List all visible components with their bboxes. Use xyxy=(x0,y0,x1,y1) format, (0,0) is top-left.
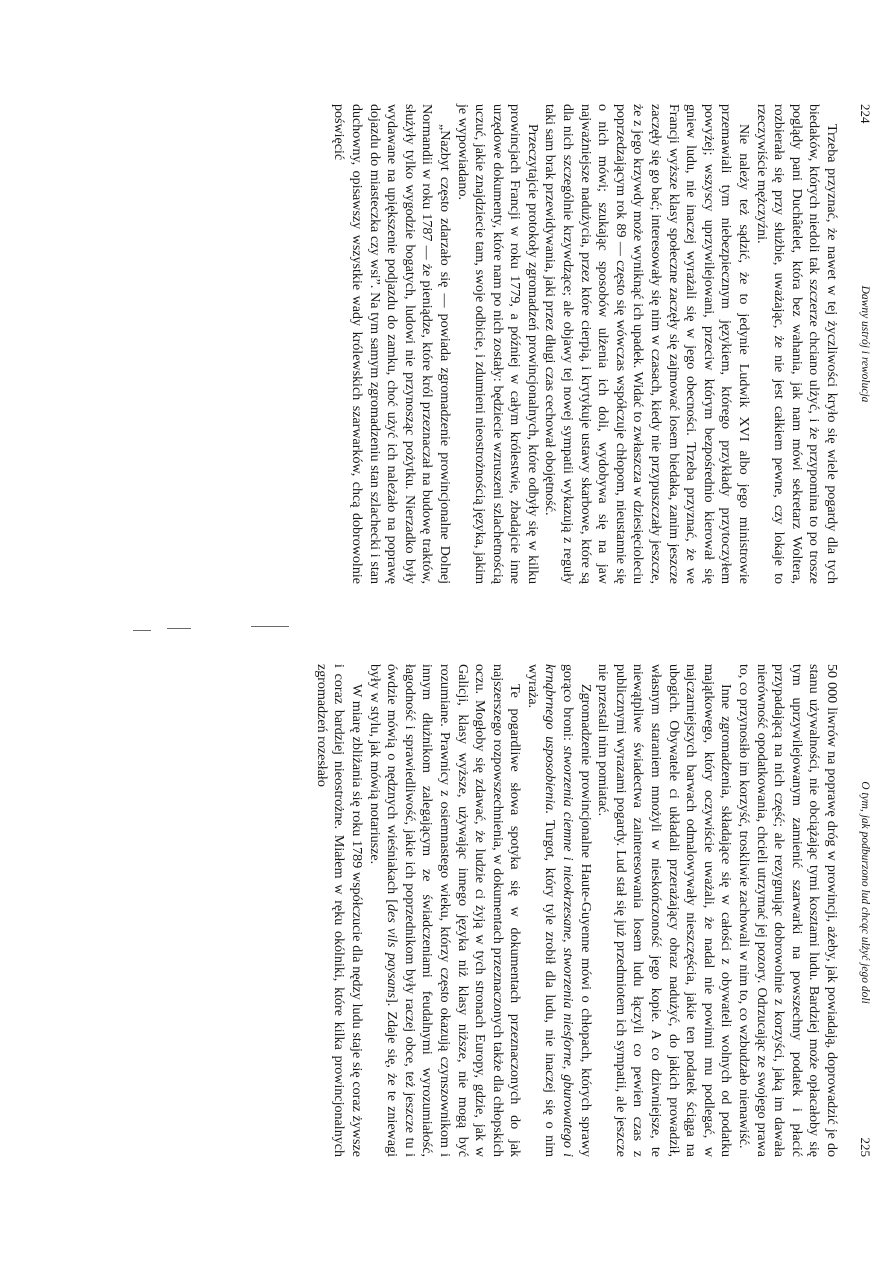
paragraph: Te pogardliwe słowa spotyka się w dokumentach przeznaczonych do jak najszerszego rozpowszechnienia, w dokumentach przeznaczonych także dla chłopskich oczu. Mogłoby się zdawać, że ludzie ci żyją w tych stronach Europy, gdzie, jak w Galicji, klasy wyższe, używając innego języka niż klasy niższe, nie mogą być rozumiane. Prawnicy z osiemnastego wieku, którzy często okazują czynszownikom i innym dłużnikom zalegającym ze świadczeniami feudalnymi wyrozumiałość, łagodność i sprawiedliwość, jakie ich poprzednikom były raczej obce, też jeszcze tu i ówdzie mówią o nędznych wieśniakach [des vils paysans]. Zdaje się, że te zniewagi były w stylu, jak mówią notariusze. xyxy=(366,664,524,1157)
paragraph: Nie należy też sądzić, że to jedynie Ludwik XVI albo jego ministrowie przemawiali tym niebezpiecznym językiem, którego przykłady przytoczyłem powyżej; wszyscy uprzywilejowani, przeciw którym bezpośrednio kierował się gniew ludu, nie inaczej wyrażali się w jego obecności. Trzeba przyznać, że we Francji wyższe klasy społeczne zaczęły się zajmować losem biedaka, zanim jeszcze zaczęły się go bać; interesowały się nim w czasach, kiedy nie przypuszczały jeszcze, że z jego krzywdy może wyniknąć ich upadek. Widać to zwłaszcza w dziesięcioleciu poprzedzającym rok 89 — często się wówczas współczuje chłopom, nieustannie się o nich mówi; szukając sposobów ulżenia ich doli, wydobywa się na jaw najważniejsze nadużycia, przez które cierpią, i krytykuje ustawy skarbowe, które są dla nich szczególnie krzywdzące; ale objawy tej nowej sympatii wykazują z reguły taki sam brak przewidywania, jaki przez długi czas cechował obojętność. xyxy=(542,104,753,584)
body-text xyxy=(312,664,840,1157)
running-head xyxy=(855,104,875,584)
right-page xyxy=(0,632,893,1263)
page-number: 225 xyxy=(858,1137,873,1157)
paragraph: 50 000 liwrów na poprawę dróg w prowincji, ażeby, jak powiadają, doprowadzić je do stanu używalności, nie obciążając tymi kosztami ludu. Bardziej może opłacałoby się tym uprzywilejowanym zamienić szarwarki na powszechny podatek i płacić przypadającą na nich część; ale rezygnując dobrowolnie z korzyści, jaką im dawała nierówność opodatkowania, chcieli utrzymać jej pozory. Odrzucając ze swojego prawa to, co przynosiło im korzyść, troskliwie zachowali w nim to, co wzbudzało nienawiść. xyxy=(736,664,840,1157)
running-head-title: Dawny ustrój i rewolucja xyxy=(859,285,871,403)
running-head xyxy=(855,664,875,1157)
paragraph: Przeczytajcie protokoły zgromadzeń prowincjonalnych, które odbyły się w kilku prowincjach Francji w roku 1779, a później w całym królestwie, zbadajcie inne urzędowe dokumenty, które nam po nich zostały: będziecie wzruszeni szlachetnością uczuć, jakie znajdziecie tam, swoje odbicie, i zdumieni nieostrożnością języka, jakim je wypowiadano. xyxy=(454,104,541,584)
body-text xyxy=(330,104,840,584)
paragraph: Trzeba przyznać, że nawet w tej życzliwości kryło się wiele pogardy dla tych biedaków, których niedoli tak szczerze chciano ulżyć, i że przypomina to po trosze poglądy pani Duchâtelet, która bez wahania, jak nam mówi sekretarz Woltera, rozbierała się przy służbie, uważając, że nie jest całkiem pewne, czy lokaje to rzeczywiście mężczyźni. xyxy=(753,104,840,584)
left-page xyxy=(0,0,893,631)
running-head-title: O tym, jak podburzono lud chcąc ulżyć jego doli xyxy=(859,781,871,1004)
page-number: 224 xyxy=(858,104,873,124)
paragraph: „Nazbyt często zdarzało się — powiada zgromadzenie prowincjonalne Dolnej Normandii w roku 1787 — że pieniądze, które król przeznaczał na budowę traktów, służyły tylko wygodzie bogatych, ludowi nie przynosząc pożytku. Nierzadko były wydawane na upiększenie podjazdu do zamku, choć użyć ich należało na poprawę dojazdu do miasteczka czy wsi”. Na tym samym zgromadzeniu stan szlachecki i stan duchowny, opisawszy wszystkie wady królewskich szarwarków, chcą dobrowolnie poświęcić xyxy=(331,104,453,584)
paragraph: W miarę zbliżania się roku 1789 współczucie dla nędzy ludu staje się coraz żywsze i coraz bardziej nieostrożne. Miałem w ręku okólniki, które kilka prowincjonalnych zgromadzeń rozesłało xyxy=(313,664,365,1157)
paragraph: Inne zgromadzenia, składające się w całości z obywateli wolnych od podatku majątkowego, który oczywiście uważali, że nadal nie powinni mu podlegać, w najczarniejszych barwach odmalowywały nieszczęścia, jakie ten podatek ściąga na ubogich. Obywatele ci układali przerażający obraz nadużyć, do jakich prowadził, własnym staraniem mnożyli w nieskończoność jego kopie. A co dziwniejsze, te niewątpliwe świadectwa zainteresowania losem ludu łączyli co pewien czas z publicznymi wyrazami pogardy. Lud stał się już przedmiotem ich sympatii, ale jeszcze nie przestali nim pomiatać. xyxy=(595,664,735,1157)
paragraph: Zgromadzenie prowincjonalne Haute-Guyenne mówi o chłopach, których sprawy gorąco broni: stworzenia ciemne i nieokrzesane, stworzenia niesforne, gburowatego i krnąbrnego usposobienia. Turgot, który tyle zrobił dla ludu, nie inaczej się o nim wyraża. xyxy=(524,664,594,1158)
